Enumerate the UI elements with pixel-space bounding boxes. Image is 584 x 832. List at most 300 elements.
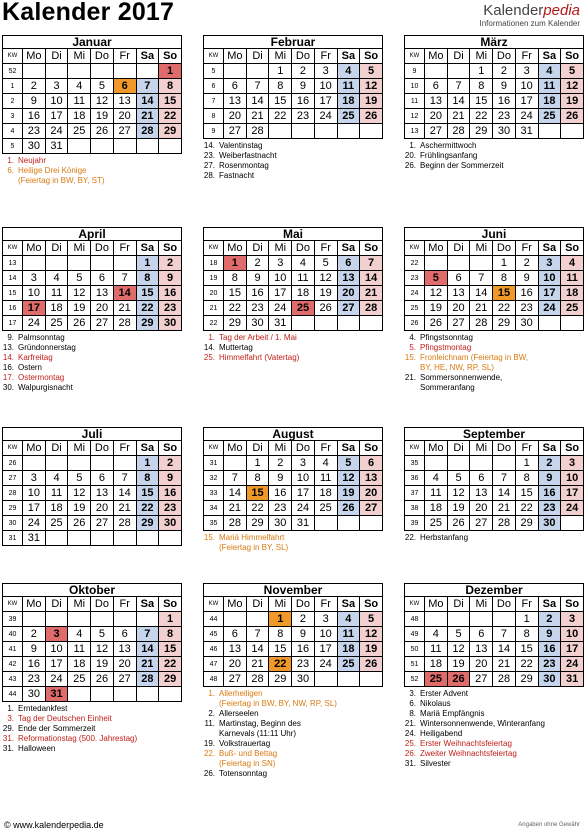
day-cell[interactable]: 16 xyxy=(292,642,315,657)
day-cell[interactable]: 10 xyxy=(515,79,538,94)
day-cell[interactable]: 27 xyxy=(470,672,493,687)
day-cell[interactable]: 23 xyxy=(246,301,269,316)
day-cell[interactable]: 23 xyxy=(292,657,315,672)
day-cell[interactable]: 1 xyxy=(269,64,292,79)
day-cell[interactable]: 5 xyxy=(91,79,114,94)
day-cell[interactable]: 24 xyxy=(538,301,561,316)
day-cell[interactable]: 18 xyxy=(425,501,448,516)
day-cell[interactable]: 30 xyxy=(269,516,292,531)
day-cell[interactable]: 21 xyxy=(246,109,269,124)
day-cell[interactable]: 29 xyxy=(136,516,159,531)
day-cell[interactable]: 10 xyxy=(538,271,561,286)
day-cell[interactable]: 18 xyxy=(425,657,448,672)
day-cell[interactable]: 4 xyxy=(337,64,360,79)
day-cell[interactable]: 7 xyxy=(136,627,159,642)
day-cell[interactable]: 7 xyxy=(360,256,383,271)
day-cell[interactable]: 29 xyxy=(515,516,538,531)
day-cell[interactable]: 12 xyxy=(447,642,470,657)
day-cell[interactable]: 13 xyxy=(224,94,247,109)
day-cell[interactable]: 20 xyxy=(425,109,448,124)
day-cell[interactable]: 9 xyxy=(159,271,182,286)
day-cell[interactable]: 17 xyxy=(23,301,46,316)
day-cell[interactable]: 15 xyxy=(136,486,159,501)
day-cell[interactable]: 1 xyxy=(136,456,159,471)
day-cell[interactable]: 28 xyxy=(136,124,159,139)
day-cell[interactable]: 24 xyxy=(23,316,46,331)
day-cell[interactable]: 28 xyxy=(470,316,493,331)
day-cell[interactable]: 16 xyxy=(538,486,561,501)
day-cell[interactable]: 20 xyxy=(91,301,114,316)
day-cell[interactable]: 24 xyxy=(45,672,68,687)
day-cell[interactable]: 25 xyxy=(68,124,91,139)
day-cell[interactable]: 27 xyxy=(470,516,493,531)
day-cell[interactable]: 26 xyxy=(314,301,337,316)
day-cell[interactable]: 9 xyxy=(538,627,561,642)
day-cell[interactable]: 8 xyxy=(470,79,493,94)
day-cell[interactable]: 7 xyxy=(224,471,247,486)
day-cell[interactable]: 11 xyxy=(68,642,91,657)
day-cell[interactable]: 14 xyxy=(113,286,136,301)
day-cell[interactable]: 30 xyxy=(493,124,516,139)
day-cell[interactable]: 6 xyxy=(470,627,493,642)
day-cell[interactable]: 19 xyxy=(425,301,448,316)
day-cell[interactable]: 8 xyxy=(159,79,182,94)
day-cell[interactable]: 3 xyxy=(292,456,315,471)
day-cell[interactable]: 21 xyxy=(470,301,493,316)
day-cell[interactable]: 26 xyxy=(360,657,383,672)
day-cell[interactable]: 9 xyxy=(23,94,46,109)
day-cell[interactable]: 17 xyxy=(515,94,538,109)
day-cell[interactable]: 6 xyxy=(113,627,136,642)
day-cell[interactable]: 30 xyxy=(538,672,561,687)
day-cell[interactable]: 6 xyxy=(470,471,493,486)
day-cell[interactable]: 14 xyxy=(136,94,159,109)
day-cell[interactable]: 27 xyxy=(337,301,360,316)
day-cell[interactable]: 20 xyxy=(224,657,247,672)
day-cell[interactable]: 16 xyxy=(23,657,46,672)
day-cell[interactable]: 13 xyxy=(360,471,383,486)
day-cell[interactable]: 15 xyxy=(493,286,516,301)
day-cell[interactable]: 4 xyxy=(314,456,337,471)
day-cell[interactable]: 2 xyxy=(159,456,182,471)
day-cell[interactable]: 17 xyxy=(314,642,337,657)
day-cell[interactable]: 8 xyxy=(515,471,538,486)
day-cell[interactable]: 5 xyxy=(68,471,91,486)
day-cell[interactable]: 30 xyxy=(292,672,315,687)
day-cell[interactable]: 5 xyxy=(360,612,383,627)
day-cell[interactable]: 7 xyxy=(246,627,269,642)
day-cell[interactable]: 15 xyxy=(269,642,292,657)
day-cell[interactable]: 12 xyxy=(561,79,584,94)
day-cell[interactable]: 19 xyxy=(91,657,114,672)
day-cell[interactable]: 12 xyxy=(91,94,114,109)
day-cell[interactable]: 2 xyxy=(515,256,538,271)
day-cell[interactable]: 7 xyxy=(113,271,136,286)
day-cell[interactable]: 11 xyxy=(561,271,584,286)
day-cell[interactable]: 11 xyxy=(68,94,91,109)
day-cell[interactable]: 25 xyxy=(337,657,360,672)
day-cell[interactable]: 13 xyxy=(113,94,136,109)
day-cell[interactable]: 4 xyxy=(68,627,91,642)
day-cell[interactable]: 31 xyxy=(45,139,68,154)
day-cell[interactable]: 5 xyxy=(91,627,114,642)
day-cell[interactable]: 29 xyxy=(224,316,247,331)
day-cell[interactable]: 7 xyxy=(136,79,159,94)
day-cell[interactable]: 7 xyxy=(493,471,516,486)
day-cell[interactable]: 30 xyxy=(515,316,538,331)
day-cell[interactable]: 26 xyxy=(91,124,114,139)
day-cell[interactable]: 30 xyxy=(23,139,46,154)
day-cell[interactable]: 21 xyxy=(113,501,136,516)
day-cell[interactable]: 28 xyxy=(360,301,383,316)
day-cell[interactable]: 19 xyxy=(360,94,383,109)
day-cell[interactable]: 12 xyxy=(314,271,337,286)
day-cell[interactable]: 29 xyxy=(159,672,182,687)
day-cell[interactable]: 23 xyxy=(538,657,561,672)
day-cell[interactable]: 29 xyxy=(246,516,269,531)
day-cell[interactable]: 31 xyxy=(23,531,46,546)
day-cell[interactable]: 12 xyxy=(447,486,470,501)
day-cell[interactable]: 1 xyxy=(493,256,516,271)
day-cell[interactable]: 18 xyxy=(337,642,360,657)
day-cell[interactable]: 29 xyxy=(515,672,538,687)
day-cell[interactable]: 4 xyxy=(292,256,315,271)
day-cell[interactable]: 7 xyxy=(447,79,470,94)
day-cell[interactable]: 30 xyxy=(159,316,182,331)
day-cell[interactable]: 21 xyxy=(136,109,159,124)
day-cell[interactable]: 29 xyxy=(136,316,159,331)
day-cell[interactable]: 28 xyxy=(224,516,247,531)
day-cell[interactable]: 17 xyxy=(561,486,584,501)
day-cell[interactable]: 18 xyxy=(292,286,315,301)
day-cell[interactable]: 18 xyxy=(538,94,561,109)
day-cell[interactable]: 9 xyxy=(493,79,516,94)
day-cell[interactable]: 20 xyxy=(337,286,360,301)
day-cell[interactable]: 5 xyxy=(447,471,470,486)
day-cell[interactable]: 27 xyxy=(360,501,383,516)
day-cell[interactable]: 19 xyxy=(447,501,470,516)
day-cell[interactable]: 21 xyxy=(246,657,269,672)
day-cell[interactable]: 4 xyxy=(561,256,584,271)
day-cell[interactable]: 29 xyxy=(269,672,292,687)
day-cell[interactable]: 27 xyxy=(91,316,114,331)
day-cell[interactable]: 24 xyxy=(561,657,584,672)
day-cell[interactable]: 5 xyxy=(337,456,360,471)
day-cell[interactable]: 22 xyxy=(269,657,292,672)
day-cell[interactable]: 27 xyxy=(224,124,247,139)
day-cell[interactable]: 1 xyxy=(269,612,292,627)
day-cell[interactable]: 26 xyxy=(91,672,114,687)
day-cell[interactable]: 27 xyxy=(113,672,136,687)
day-cell[interactable]: 16 xyxy=(23,109,46,124)
day-cell[interactable]: 23 xyxy=(515,301,538,316)
day-cell[interactable]: 25 xyxy=(425,516,448,531)
day-cell[interactable]: 2 xyxy=(23,79,46,94)
day-cell[interactable]: 17 xyxy=(23,501,46,516)
day-cell[interactable]: 21 xyxy=(113,301,136,316)
day-cell[interactable]: 13 xyxy=(91,486,114,501)
day-cell[interactable]: 26 xyxy=(68,316,91,331)
day-cell[interactable]: 9 xyxy=(246,271,269,286)
day-cell[interactable]: 16 xyxy=(159,486,182,501)
day-cell[interactable]: 6 xyxy=(91,471,114,486)
day-cell[interactable]: 22 xyxy=(246,501,269,516)
day-cell[interactable]: 16 xyxy=(493,94,516,109)
day-cell[interactable]: 19 xyxy=(68,301,91,316)
day-cell[interactable]: 7 xyxy=(113,471,136,486)
day-cell[interactable]: 19 xyxy=(561,94,584,109)
day-cell[interactable]: 16 xyxy=(159,286,182,301)
day-cell[interactable]: 18 xyxy=(337,94,360,109)
day-cell[interactable]: 7 xyxy=(246,79,269,94)
day-cell[interactable]: 15 xyxy=(159,642,182,657)
day-cell[interactable]: 3 xyxy=(538,256,561,271)
day-cell[interactable]: 15 xyxy=(224,286,247,301)
day-cell[interactable]: 22 xyxy=(515,657,538,672)
day-cell[interactable]: 24 xyxy=(314,657,337,672)
day-cell[interactable]: 15 xyxy=(470,94,493,109)
day-cell[interactable]: 13 xyxy=(447,286,470,301)
day-cell[interactable]: 19 xyxy=(91,109,114,124)
day-cell[interactable]: 7 xyxy=(493,627,516,642)
day-cell[interactable]: 28 xyxy=(113,516,136,531)
day-cell[interactable]: 9 xyxy=(23,642,46,657)
day-cell[interactable]: 11 xyxy=(337,627,360,642)
day-cell[interactable]: 29 xyxy=(470,124,493,139)
day-cell[interactable]: 21 xyxy=(447,109,470,124)
day-cell[interactable]: 24 xyxy=(515,109,538,124)
day-cell[interactable]: 2 xyxy=(269,456,292,471)
day-cell[interactable]: 9 xyxy=(269,471,292,486)
day-cell[interactable]: 27 xyxy=(113,124,136,139)
day-cell[interactable]: 22 xyxy=(269,109,292,124)
day-cell[interactable]: 16 xyxy=(515,286,538,301)
day-cell[interactable]: 12 xyxy=(68,286,91,301)
day-cell[interactable]: 1 xyxy=(224,256,247,271)
day-cell[interactable]: 13 xyxy=(113,642,136,657)
day-cell[interactable]: 15 xyxy=(246,486,269,501)
day-cell[interactable]: 1 xyxy=(159,612,182,627)
day-cell[interactable]: 30 xyxy=(23,687,46,702)
day-cell[interactable]: 23 xyxy=(493,109,516,124)
day-cell[interactable]: 12 xyxy=(91,642,114,657)
day-cell[interactable]: 5 xyxy=(425,271,448,286)
day-cell[interactable]: 23 xyxy=(23,672,46,687)
day-cell[interactable]: 24 xyxy=(45,124,68,139)
day-cell[interactable]: 26 xyxy=(447,516,470,531)
day-cell[interactable]: 26 xyxy=(447,672,470,687)
day-cell[interactable]: 28 xyxy=(113,316,136,331)
day-cell[interactable]: 12 xyxy=(68,486,91,501)
day-cell[interactable]: 27 xyxy=(425,124,448,139)
day-cell[interactable]: 3 xyxy=(269,256,292,271)
day-cell[interactable]: 13 xyxy=(470,642,493,657)
day-cell[interactable]: 22 xyxy=(159,109,182,124)
day-cell[interactable]: 6 xyxy=(91,271,114,286)
day-cell[interactable]: 13 xyxy=(224,642,247,657)
day-cell[interactable]: 6 xyxy=(224,79,247,94)
day-cell[interactable]: 24 xyxy=(314,109,337,124)
day-cell[interactable]: 3 xyxy=(23,471,46,486)
day-cell[interactable]: 17 xyxy=(45,109,68,124)
day-cell[interactable]: 3 xyxy=(561,612,584,627)
day-cell[interactable]: 1 xyxy=(515,456,538,471)
day-cell[interactable]: 26 xyxy=(337,501,360,516)
day-cell[interactable]: 11 xyxy=(45,286,68,301)
day-cell[interactable]: 14 xyxy=(360,271,383,286)
day-cell[interactable]: 14 xyxy=(447,94,470,109)
day-cell[interactable]: 26 xyxy=(561,109,584,124)
day-cell[interactable]: 22 xyxy=(470,109,493,124)
day-cell[interactable]: 14 xyxy=(246,94,269,109)
day-cell[interactable]: 14 xyxy=(136,642,159,657)
day-cell[interactable]: 4 xyxy=(45,471,68,486)
day-cell[interactable]: 10 xyxy=(45,642,68,657)
day-cell[interactable]: 14 xyxy=(224,486,247,501)
day-cell[interactable]: 16 xyxy=(292,94,315,109)
day-cell[interactable]: 24 xyxy=(23,516,46,531)
day-cell[interactable]: 3 xyxy=(314,612,337,627)
day-cell[interactable]: 31 xyxy=(561,672,584,687)
day-cell[interactable]: 11 xyxy=(425,642,448,657)
day-cell[interactable]: 15 xyxy=(515,642,538,657)
day-cell[interactable]: 8 xyxy=(515,627,538,642)
day-cell[interactable]: 19 xyxy=(337,486,360,501)
day-cell[interactable]: 28 xyxy=(246,124,269,139)
day-cell[interactable]: 17 xyxy=(292,486,315,501)
day-cell[interactable]: 4 xyxy=(425,471,448,486)
day-cell[interactable]: 9 xyxy=(538,471,561,486)
day-cell[interactable]: 1 xyxy=(246,456,269,471)
day-cell[interactable]: 17 xyxy=(314,94,337,109)
day-cell[interactable]: 14 xyxy=(493,486,516,501)
day-cell[interactable]: 1 xyxy=(515,612,538,627)
day-cell[interactable]: 15 xyxy=(515,486,538,501)
day-cell[interactable]: 20 xyxy=(91,501,114,516)
day-cell[interactable]: 20 xyxy=(360,486,383,501)
day-cell[interactable]: 18 xyxy=(561,286,584,301)
day-cell[interactable]: 25 xyxy=(538,109,561,124)
day-cell[interactable]: 10 xyxy=(314,79,337,94)
day-cell[interactable]: 30 xyxy=(246,316,269,331)
day-cell[interactable]: 18 xyxy=(68,109,91,124)
day-cell[interactable]: 5 xyxy=(447,627,470,642)
day-cell[interactable]: 2 xyxy=(292,612,315,627)
day-cell[interactable]: 6 xyxy=(224,627,247,642)
day-cell[interactable]: 2 xyxy=(159,256,182,271)
day-cell[interactable]: 25 xyxy=(337,109,360,124)
day-cell[interactable]: 22 xyxy=(515,501,538,516)
day-cell[interactable]: 23 xyxy=(159,501,182,516)
day-cell[interactable]: 6 xyxy=(113,79,136,94)
day-cell[interactable]: 28 xyxy=(136,672,159,687)
day-cell[interactable]: 22 xyxy=(136,501,159,516)
day-cell[interactable]: 18 xyxy=(68,657,91,672)
day-cell[interactable]: 13 xyxy=(470,486,493,501)
day-cell[interactable]: 28 xyxy=(493,516,516,531)
day-cell[interactable]: 15 xyxy=(269,94,292,109)
day-cell[interactable]: 4 xyxy=(68,79,91,94)
day-cell[interactable]: 5 xyxy=(314,256,337,271)
day-cell[interactable]: 27 xyxy=(91,516,114,531)
day-cell[interactable]: 20 xyxy=(470,657,493,672)
day-cell[interactable]: 3 xyxy=(45,79,68,94)
day-cell[interactable]: 10 xyxy=(23,486,46,501)
day-cell[interactable]: 13 xyxy=(337,271,360,286)
day-cell[interactable]: 16 xyxy=(246,286,269,301)
day-cell[interactable]: 2 xyxy=(23,627,46,642)
day-cell[interactable]: 15 xyxy=(159,94,182,109)
day-cell[interactable]: 8 xyxy=(493,271,516,286)
day-cell[interactable]: 23 xyxy=(269,501,292,516)
day-cell[interactable]: 9 xyxy=(292,79,315,94)
day-cell[interactable]: 21 xyxy=(493,657,516,672)
day-cell[interactable]: 31 xyxy=(292,516,315,531)
day-cell[interactable]: 11 xyxy=(538,79,561,94)
day-cell[interactable]: 10 xyxy=(23,286,46,301)
day-cell[interactable]: 17 xyxy=(538,286,561,301)
day-cell[interactable]: 18 xyxy=(45,501,68,516)
day-cell[interactable]: 8 xyxy=(269,79,292,94)
day-cell[interactable]: 23 xyxy=(23,124,46,139)
day-cell[interactable]: 20 xyxy=(447,301,470,316)
day-cell[interactable]: 16 xyxy=(269,486,292,501)
day-cell[interactable]: 2 xyxy=(292,64,315,79)
footer-link[interactable]: © www.kalenderpedia.de xyxy=(4,820,104,830)
day-cell[interactable]: 7 xyxy=(470,271,493,286)
day-cell[interactable]: 11 xyxy=(425,486,448,501)
day-cell[interactable]: 26 xyxy=(425,316,448,331)
day-cell[interactable]: 17 xyxy=(269,286,292,301)
day-cell[interactable]: 13 xyxy=(425,94,448,109)
day-cell[interactable]: 8 xyxy=(246,471,269,486)
day-cell[interactable]: 27 xyxy=(224,672,247,687)
day-cell[interactable]: 12 xyxy=(425,286,448,301)
day-cell[interactable]: 31 xyxy=(515,124,538,139)
day-cell[interactable]: 3 xyxy=(515,64,538,79)
day-cell[interactable]: 5 xyxy=(561,64,584,79)
day-cell[interactable]: 22 xyxy=(224,301,247,316)
day-cell[interactable]: 18 xyxy=(314,486,337,501)
day-cell[interactable]: 21 xyxy=(360,286,383,301)
day-cell[interactable]: 31 xyxy=(269,316,292,331)
day-cell[interactable]: 10 xyxy=(45,94,68,109)
day-cell[interactable]: 18 xyxy=(45,301,68,316)
day-cell[interactable]: 25 xyxy=(314,501,337,516)
brand-logo[interactable] xyxy=(480,2,581,28)
day-cell[interactable]: 4 xyxy=(425,627,448,642)
day-cell[interactable]: 20 xyxy=(113,657,136,672)
day-cell[interactable]: 24 xyxy=(561,501,584,516)
day-cell[interactable]: 17 xyxy=(45,657,68,672)
day-cell[interactable]: 22 xyxy=(159,657,182,672)
day-cell[interactable]: 25 xyxy=(45,316,68,331)
day-cell[interactable]: 6 xyxy=(447,271,470,286)
day-cell[interactable]: 10 xyxy=(292,471,315,486)
day-cell[interactable]: 25 xyxy=(561,301,584,316)
day-cell[interactable]: 6 xyxy=(337,256,360,271)
day-cell[interactable]: 13 xyxy=(91,286,114,301)
day-cell[interactable]: 10 xyxy=(314,627,337,642)
day-cell[interactable]: 30 xyxy=(159,516,182,531)
day-cell[interactable]: 29 xyxy=(159,124,182,139)
day-cell[interactable]: 24 xyxy=(269,301,292,316)
day-cell[interactable]: 19 xyxy=(447,657,470,672)
day-cell[interactable]: 17 xyxy=(561,642,584,657)
day-cell[interactable]: 10 xyxy=(269,271,292,286)
day-cell[interactable]: 10 xyxy=(561,471,584,486)
day-cell[interactable]: 1 xyxy=(136,256,159,271)
